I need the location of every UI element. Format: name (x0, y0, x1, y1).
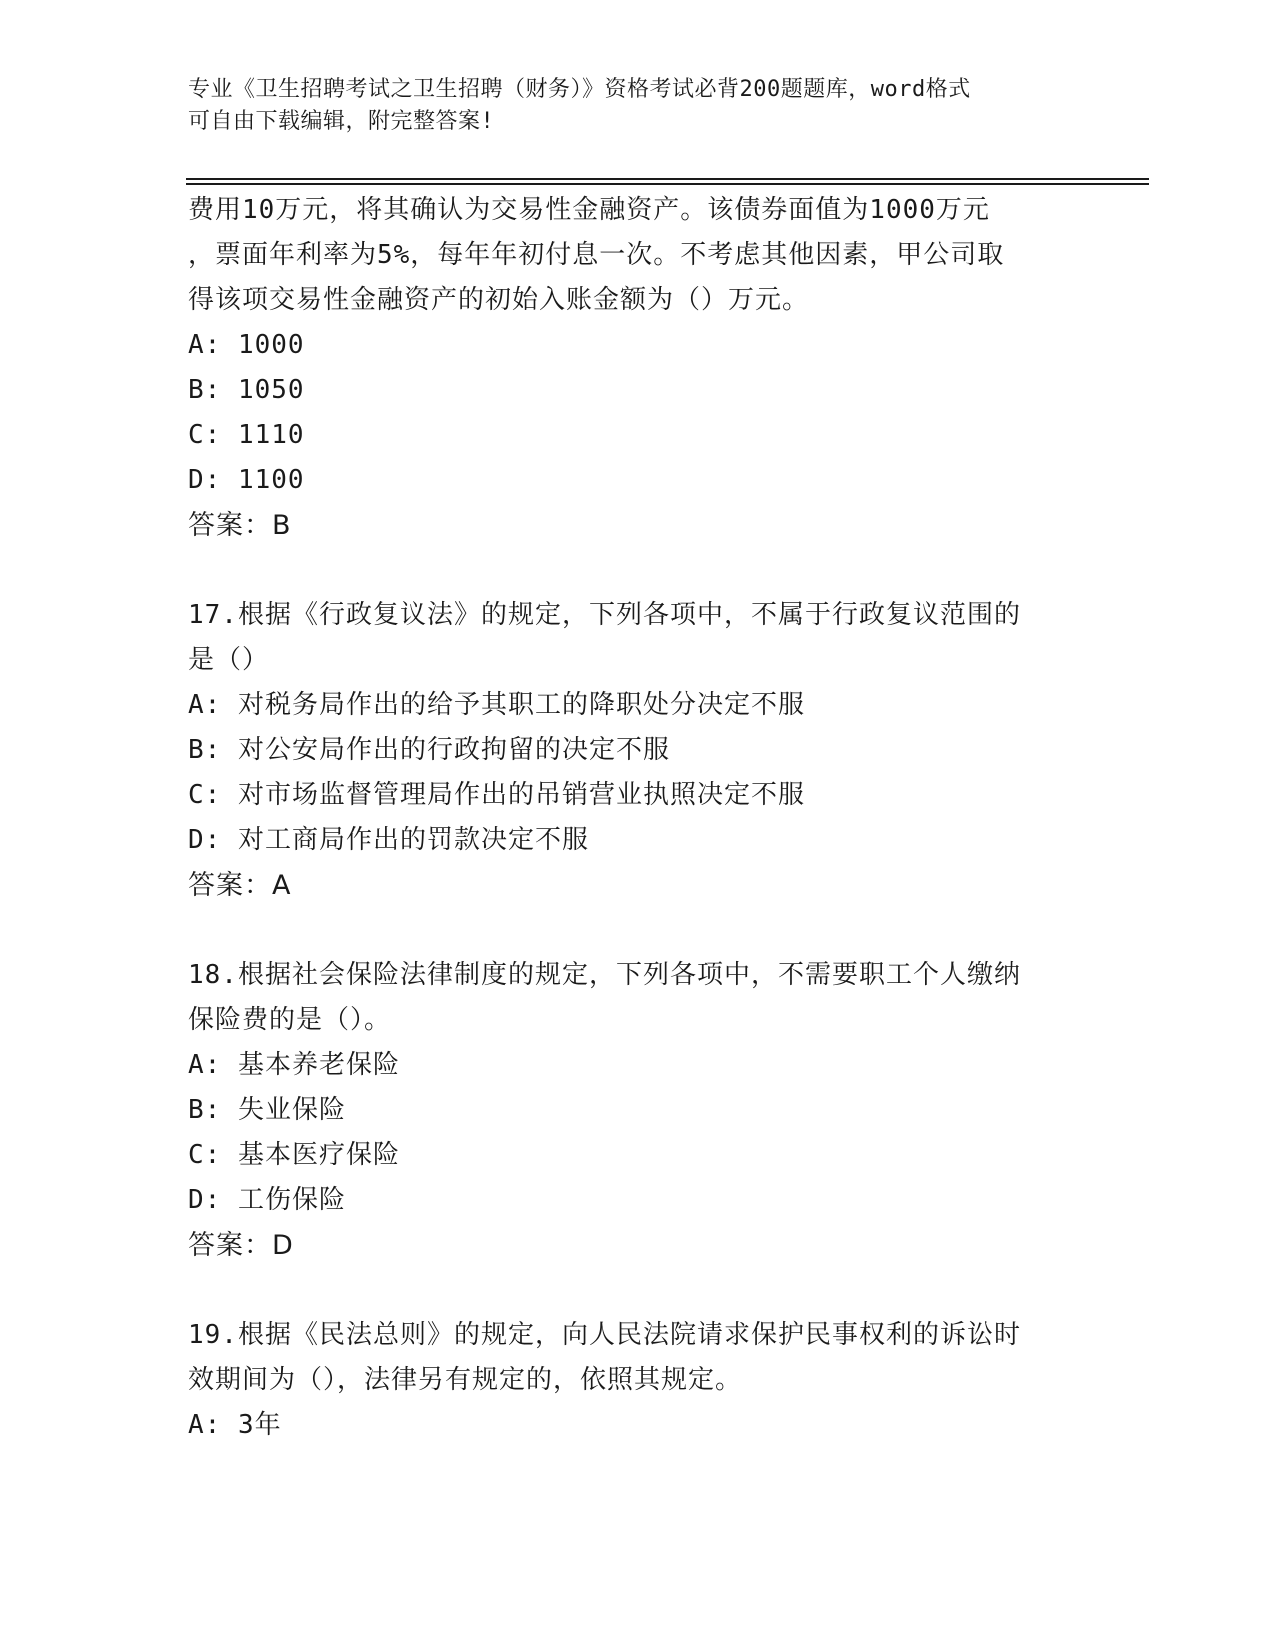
answer-line: 答案：A (188, 870, 292, 901)
question-list (188, 188, 1088, 1448)
spacer (188, 548, 1088, 593)
header-title-line1: 专业《卫生招聘考试之卫生招聘（财务）》资格考试必背200题题库，word格式 (188, 77, 971, 102)
answer-line: 答案：B (188, 510, 292, 541)
question-stem-line: 19.根据《民法总则》的规定，向人民法院请求保护民事权利的诉讼时 (188, 1320, 1021, 1350)
question-stem-line: 18.根据社会保险法律制度的规定，下列各项中，不需要职工个人缴纳 (188, 960, 1021, 990)
spacer (188, 908, 1088, 953)
question-stem-line: 17.根据《行政复议法》的规定，下列各项中，不属于行政复议范围的 (188, 600, 1021, 630)
question-stem-line: 是（） (188, 645, 270, 675)
header-title-line2: 可自由下载编辑，附完整答案! (188, 109, 495, 134)
answer-line: 答案：D (188, 1230, 294, 1261)
option-d: D: 工伤保险 (188, 1185, 346, 1215)
option-a: A: 1000 (188, 330, 305, 360)
option-c: C: 基本医疗保险 (188, 1140, 400, 1170)
option-d: D: 对工商局作出的罚款决定不服 (188, 825, 589, 855)
question-17 (188, 593, 1088, 908)
option-c: C: 1110 (188, 420, 305, 450)
option-c: C: 对市场监督管理局作出的吊销营业执照决定不服 (188, 780, 805, 810)
option-a: A: 3年 (188, 1410, 282, 1440)
question-16 (188, 188, 1088, 548)
page-header (188, 74, 1088, 138)
question-stem-line: ，票面年利率为5%，每年年初付息一次。不考虑其他因素，甲公司取 (188, 240, 1005, 270)
option-d: D: 1100 (188, 465, 305, 495)
header-divider-bottom (186, 183, 1149, 185)
header-divider-top (186, 178, 1149, 180)
spacer (188, 1268, 1088, 1313)
option-a: A: 基本养老保险 (188, 1050, 400, 1080)
option-b: B: 失业保险 (188, 1095, 346, 1125)
question-19 (188, 1313, 1088, 1448)
option-b: B: 对公安局作出的行政拘留的决定不服 (188, 735, 670, 765)
option-b: B: 1050 (188, 375, 305, 405)
question-stem-line: 得该项交易性金融资产的初始入账金额为（）万元。 (188, 285, 810, 315)
question-stem-line: 费用10万元，将其确认为交易性金融资产。该债券面值为1000万元 (188, 195, 990, 225)
question-18 (188, 953, 1088, 1268)
question-stem-line: 效期间为（），法律另有规定的，依照其规定。 (188, 1365, 743, 1395)
option-a: A: 对税务局作出的给予其职工的降职处分决定不服 (188, 690, 805, 720)
question-stem-line: 保险费的是（）。 (188, 1005, 392, 1035)
